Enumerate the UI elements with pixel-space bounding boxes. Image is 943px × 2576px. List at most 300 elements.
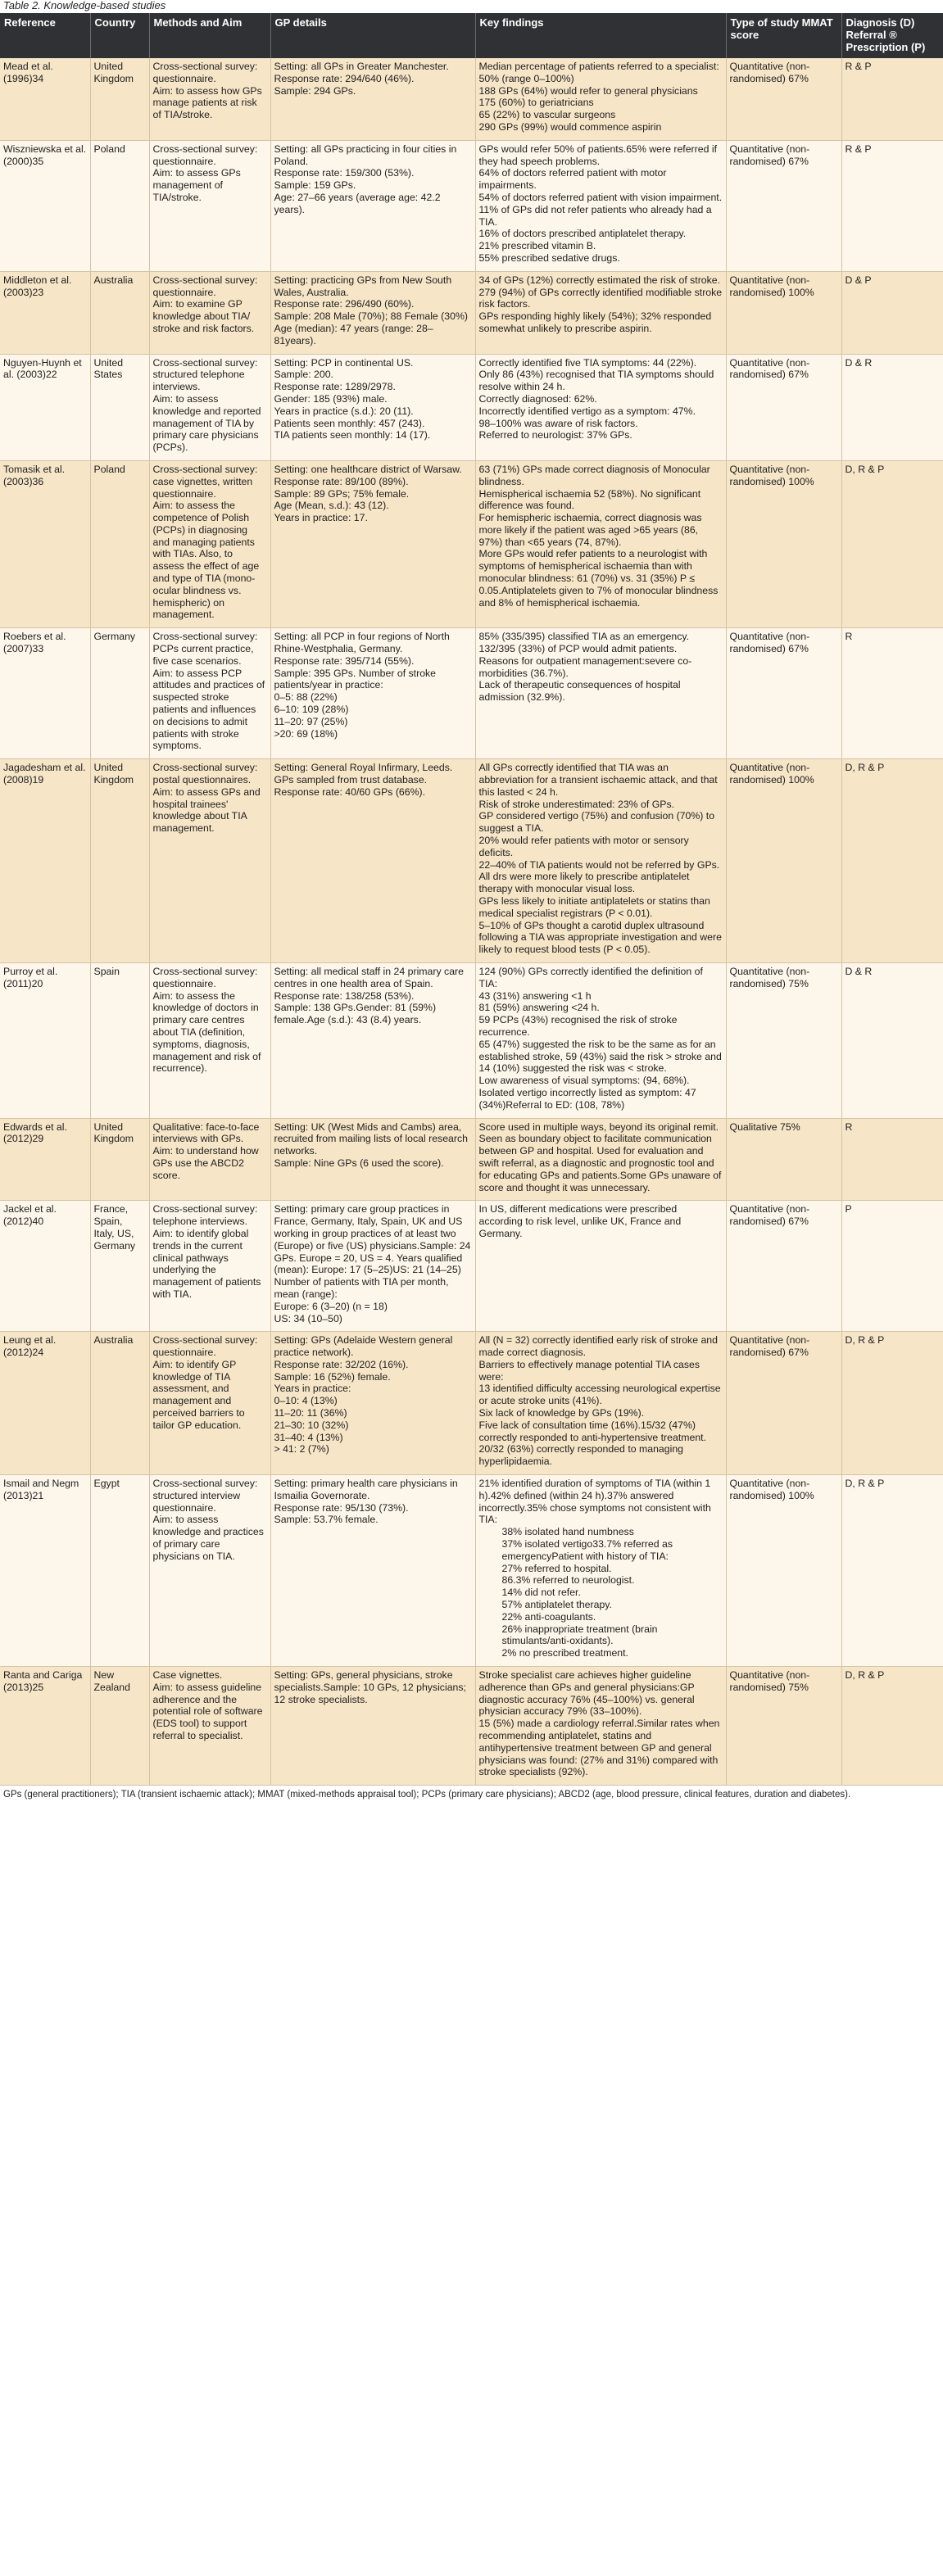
cell-methods: [149, 759, 270, 963]
cell-country: [90, 460, 149, 627]
cell-key-findings: [475, 271, 726, 354]
cell-text: 59 PCPs (43%) recognised the risk of stroke recurrence.: [478, 1014, 678, 1038]
cell-text: 34 of GPs (12%) correctly estimated the risk of stroke.: [478, 274, 721, 286]
cell-diagnosis: [841, 460, 943, 627]
table-row: [0, 1667, 943, 1786]
cell-text: Aim: to assess knowledge and practices of primary care physicians on TIA.: [152, 1514, 264, 1562]
cell-text: In US, different medications were prescribed according to risk level, unlike UK, France and Germany.: [478, 1203, 682, 1239]
cell-text: D, R & P: [845, 1334, 885, 1347]
cell-text: 98–100% was aware of risk factors.: [478, 417, 638, 429]
cell-text: 21% identified duration of symptoms of TIA (within 1 h).42% defined (within 24 h).37% answered incorrectly.35% chose symptoms not consistent with TIA:: [478, 1478, 711, 1526]
cell-text: Setting: all PCP in four regions of North Rhine-Westphalia, Germany.: [274, 631, 450, 655]
cell-text: R & P: [845, 143, 872, 155]
cell-reference: [0, 759, 90, 963]
cell-text: Cross-sectional survey: structured interview questionnaire.: [152, 1478, 258, 1514]
cell-gp-details: [270, 962, 475, 1118]
cell-reference: [0, 628, 90, 759]
cell-gp-details: [270, 58, 475, 140]
cell-text: 16% of doctors prescribed antiplatelet therapy.: [478, 228, 687, 240]
header-diagnosis: Diagnosis (D) Referral ® Prescription (P): [841, 13, 943, 58]
cell-text: 55% prescribed sedative drugs.: [478, 251, 620, 264]
cell-text: Cross-sectional survey: structured telephone interviews.: [152, 356, 258, 393]
cell-text: Edwards et al. (2012)29: [3, 1120, 67, 1145]
cell-text: New Zealand: [93, 1669, 130, 1693]
cell-text: Roebers et al. (2007)33: [3, 631, 66, 655]
cell-text: Egypt: [93, 1478, 120, 1490]
cell-diagnosis: [841, 271, 943, 354]
cell-text: R & P: [845, 61, 872, 72]
cell-text: Sample: 294 GPs.: [274, 84, 356, 97]
cell-text: All (N = 32) correctly identified early risk of stroke and made correct diagnosis.: [478, 1334, 718, 1359]
cell-text: Tomasik et al. (2003)36: [3, 463, 66, 487]
cell-country: [90, 1475, 149, 1667]
cell-text: Response rate: 395/714 (55%).: [274, 654, 415, 667]
cell-text: Six lack of knowledge by GPs (19%).: [478, 1407, 645, 1419]
cell-text: Isolated vertigo incorrectly listed as symptom: 47 (34%)Referral to ED: (108, 78%): [478, 1086, 696, 1111]
cell-text: Cross-sectional survey: questionnaire.: [152, 274, 258, 298]
cell-text: Quantitative (non-randomised) 67%: [729, 61, 810, 84]
cell-study-type: [726, 1118, 841, 1201]
cell-text: R: [845, 631, 853, 643]
cell-text: Cross-sectional survey: questionnaire.: [152, 1334, 258, 1359]
cell-text: Cross-sectional survey: telephone interviews.: [152, 1203, 258, 1228]
cell-text: 0–5: 88 (22%): [274, 691, 338, 704]
cell-text: Sample: Nine GPs (6 used the score).: [274, 1157, 444, 1169]
cell-methods: [149, 1201, 270, 1332]
cell-text: Aim: to assess the competence of Polish (PCPs) in diagnosing and managing patients with TIAs. Also, to assess the effect of age and type of TIA (mono-ocular blindness vs. hemispheric) on management.: [152, 500, 260, 621]
cell-gp-details: [270, 354, 475, 460]
table-row: [0, 354, 943, 460]
cell-text: Sample: 89 GPs; 75% female.: [274, 487, 410, 500]
cell-text: Quantitative (non-randomised) 67%: [729, 631, 810, 655]
cell-country: [90, 271, 149, 354]
cell-text: 37% isolated vertigo33.7% referred as emergencyPatient with history of TIA:: [501, 1538, 673, 1562]
cell-text: Referred to neurologist: 37% GPs.: [478, 429, 632, 441]
cell-text: Poland: [93, 463, 125, 475]
cell-text: Aim: to identify GP knowledge of TIA assessment, and management and perceived barriers to tailor GP education.: [152, 1358, 245, 1431]
cell-study-type: [726, 58, 841, 140]
cell-methods: [149, 271, 270, 354]
cell-text: D, R & P: [845, 762, 885, 774]
header-key-findings: Key findings: [475, 13, 726, 58]
cell-text: 188 GPs (64%) would refer to general physicians: [478, 84, 698, 97]
cell-text: Setting: primary care group practices in France, Germany, Italy, Spain, UK and US working in group practices of at least two (Europe) or five (US) physicians.Sample: 24 GPs. Europe = 20, US = 4. Years qualified (mean): Europe: 17 (5–25)US: 21 (14–25) Number of patients with TIA per month, mean (range):: [274, 1203, 471, 1300]
cell-text: > 41: 2 (7%): [274, 1443, 329, 1456]
cell-text: Germany: [93, 631, 136, 643]
cell-key-findings: [475, 1667, 726, 1786]
cell-text: 38% isolated hand numbness: [501, 1526, 634, 1538]
cell-text: Quantitative (non-randomised) 75%: [729, 1669, 810, 1693]
cell-text: D, R & P: [845, 1669, 885, 1682]
cell-text: Response rate: 296/490 (60%).: [274, 298, 415, 310]
cell-text: Barriers to effectively manage potential TIA cases were:: [478, 1358, 700, 1383]
cell-text: 43 (31%) answering <1 h: [478, 989, 592, 1002]
cell-text: P: [845, 1203, 852, 1216]
cell-text: 5–10% of GPs thought a carotid duplex ultrasound following a TIA was appropriate investigation and were likely to request blood tests (P < 0.05).: [478, 919, 722, 956]
cell-text: Sample: 159 GPs.: [274, 179, 356, 192]
cell-text: 175 (60%) to geriatricians: [478, 97, 594, 109]
cell-text: Sample: 200.: [274, 369, 333, 381]
cell-text: Lack of therapeutic consequences of hospital admission (32.9%).: [478, 679, 681, 704]
cell-text: D & P: [845, 274, 872, 286]
cell-text: D, R & P: [845, 1478, 885, 1490]
cell-text: Cross-sectional survey: questionnaire.: [152, 61, 258, 84]
cell-diagnosis: [841, 354, 943, 460]
cell-text: Purroy et al. (2011)20: [3, 965, 58, 989]
cell-diagnosis: [841, 1332, 943, 1475]
cell-methods: [149, 354, 270, 460]
header-reference: Reference: [0, 13, 90, 58]
cell-methods: [149, 1475, 270, 1667]
table-header: [0, 13, 943, 58]
table-row: [0, 460, 943, 627]
cell-diagnosis: [841, 759, 943, 963]
cell-text: United Kingdom: [93, 1120, 134, 1145]
cell-reference: [0, 460, 90, 627]
cell-key-findings: [475, 1118, 726, 1201]
cell-text: Age: 27–66 years (average age: 42.2 years).: [274, 191, 441, 215]
cell-text: 14% did not refer.: [501, 1587, 581, 1599]
cell-study-type: [726, 962, 841, 1118]
cell-text: 65 (22%) to vascular surgeons: [478, 109, 616, 121]
cell-gp-details: [270, 1667, 475, 1786]
cell-text: Australia: [93, 274, 134, 286]
cell-methods: [149, 628, 270, 759]
cell-text: Ranta and Cariga (2013)25: [3, 1669, 83, 1693]
cell-text: United States: [93, 356, 124, 381]
cell-text: Response rate: 138/258 (53%).: [274, 989, 415, 1002]
cell-text: Median percentage of patients referred to a specialist:: [478, 61, 719, 72]
cell-text: Quantitative (non-randomised) 100%: [729, 1478, 814, 1501]
cell-text: Response rate: 1289/2978.: [274, 381, 396, 393]
cell-text: Quantitative (non-randomised) 75%: [729, 965, 810, 989]
cell-text: 20% would refer patients with motor or sensory deficits.: [478, 835, 689, 858]
cell-gp-details: [270, 1332, 475, 1475]
cell-methods: [149, 1118, 270, 1201]
cell-text: 11% of GPs did not refer patients who already had a TIA.: [478, 203, 712, 228]
cell-text: Quantitative (non-randomised) 67%: [729, 356, 810, 381]
cell-key-findings: [475, 962, 726, 1118]
cell-key-findings: [475, 58, 726, 140]
cell-text: 63 (71%) GPs made correct diagnosis of Monocular blindness.: [478, 463, 710, 487]
table-row: [0, 1332, 943, 1475]
cell-text: Setting: practicing GPs from New South Wales, Australia.: [274, 274, 452, 298]
cell-text: Only 86 (43%) recognised that TIA symptoms should resolve within 24 h.: [478, 369, 714, 393]
cell-text: R: [845, 1120, 853, 1133]
header-methods: Methods and Aim: [149, 13, 270, 58]
cell-text: >20: 69 (18%): [274, 727, 338, 740]
table-row: [0, 628, 943, 759]
cell-text: 11–20: 11 (36%): [274, 1407, 347, 1419]
cell-gp-details: [270, 140, 475, 271]
cell-study-type: [726, 628, 841, 759]
cell-text: Quantitative (non-randomised) 67%: [729, 143, 810, 167]
cell-reference: [0, 1118, 90, 1201]
cell-gp-details: [270, 1475, 475, 1667]
cell-reference: [0, 354, 90, 460]
cell-diagnosis: [841, 628, 943, 759]
cell-key-findings: [475, 1332, 726, 1475]
cell-text: 22% anti-coagulants.: [501, 1610, 596, 1623]
cell-gp-details: [270, 460, 475, 627]
cell-country: [90, 1201, 149, 1332]
cell-methods: [149, 1667, 270, 1786]
cell-diagnosis: [841, 1475, 943, 1667]
header-country: Country: [90, 13, 149, 58]
cell-text: Response rate: 40/60 GPs (66%).: [274, 785, 426, 798]
cell-text: Poland: [93, 143, 125, 155]
cell-text: Mead et al. (1996)34: [3, 61, 53, 84]
cell-text: United Kingdom: [93, 61, 134, 84]
cell-text: Stroke specialist care achieves higher guideline adherence than GPs and general physicians:GP diagnostic accuracy 76% (45–100%) vs. general physician accuracy 79% (33–100%).: [478, 1669, 695, 1718]
cell-text: Years in practice: 17.: [274, 512, 368, 524]
cell-text: Quantitative (non-randomised) 100%: [729, 762, 814, 786]
cell-study-type: [726, 1667, 841, 1786]
cell-text: D, R & P: [845, 463, 885, 475]
cell-text: Spain: [93, 965, 120, 977]
header-gp-details: GP details: [270, 13, 475, 58]
cell-text: Correctly diagnosed: 62%.: [478, 392, 597, 405]
cell-study-type: [726, 140, 841, 271]
cell-study-type: [726, 1475, 841, 1667]
cell-text: Age (median): 47 years (range: 28–81years).: [274, 322, 433, 346]
cell-text: Low awareness of visual symptoms: (94, 68%).: [478, 1075, 690, 1087]
cell-country: [90, 759, 149, 963]
cell-text: Aim: to assess the knowledge of doctors in primary care centres about TIA (definition, symptoms, diagnosis, management and risk of recurrence).: [152, 989, 261, 1075]
cell-gp-details: [270, 628, 475, 759]
cell-reference: [0, 140, 90, 271]
cell-text: 22–40% of TIA patients would not be referred by GPs.: [478, 858, 720, 871]
header-row: [0, 13, 943, 58]
cell-study-type: [726, 460, 841, 627]
cell-diagnosis: [841, 58, 943, 140]
cell-text: 13 identified difficulty accessing neurological expertise or acute stroke units (41%).: [478, 1383, 721, 1407]
cell-text: Ismail and Negm (2013)21: [3, 1478, 79, 1501]
cell-text: 15 (5%) made a cardiology referral.Similar rates when recommending antiplatelet, statins and antihypertensive treatment between GP and general physicians was found: (27% and 31%) compared with stroke specialists (92%).: [478, 1718, 720, 1778]
cell-text: Sample: 138 GPs.Gender: 81 (59%) female.Age (s.d.): 43 (8.4) years.: [274, 1002, 437, 1026]
cell-methods: [149, 460, 270, 627]
cell-text: 6–10: 109 (28%): [274, 704, 349, 716]
cell-text: All GPs correctly identified that TIA was an abbreviation for a transient ischaemic attack, and that this lasted < 24 h.: [478, 762, 718, 798]
table-body: [0, 58, 943, 1786]
cell-key-findings: [475, 460, 726, 627]
cell-text: Cross-sectional survey: postal questionnaires.: [152, 762, 258, 786]
cell-text: Correctly identified five TIA symptoms: 44 (22%).: [478, 356, 697, 369]
cell-text: Risk of stroke underestimated: 23% of GPs.: [478, 798, 675, 810]
cell-text: Wiszniewska et al. (2000)35: [3, 143, 87, 167]
cell-text: Aim: to assess how GPs manage patients at risk of TIA/stroke.: [152, 84, 262, 121]
cell-text: Sample: 53.7% female.: [274, 1514, 379, 1526]
cell-text: 27% referred to hospital.: [501, 1562, 612, 1574]
cell-text: For hemispheric ischaemia, correct diagnosis was more likely if the patient was aged >65 years (86, 97%) than <65 years (74, 87%).: [478, 512, 702, 548]
table-footnote: GPs (general practitioners); TIA (transient ischaemic attack); MMAT (mixed-methods appraisal tool); PCPs (primary care physicians); ABCD2 (age, blood pressure, clinical features, duration and diabetes).: [3, 1790, 851, 1800]
cell-text: GPs less likely to initiate antiplatelets or statins than medical specialist registrars (P < 0.01).: [478, 895, 710, 919]
cell-text: 279 (94%) of GPs correctly identified modifiable stroke risk factors.: [478, 286, 723, 310]
cell-country: [90, 1118, 149, 1201]
cell-text: 64% of doctors referred patient with motor impairments.: [478, 167, 667, 192]
cell-text: France, Spain, Italy, US, Germany: [93, 1203, 136, 1252]
cell-text: D & R: [845, 356, 873, 369]
cell-text: Aim: to assess guideline adherence and the potential role of software (EDS tool) to support referral to specialist.: [152, 1681, 263, 1741]
cell-text: Sample: 16 (52%) female.: [274, 1370, 391, 1383]
cell-diagnosis: [841, 140, 943, 271]
cell-text: US: 34 (10–50): [274, 1312, 342, 1324]
cell-text: Setting: PCP in continental US.: [274, 356, 414, 369]
cell-text: Response rate: 95/130 (73%).: [274, 1501, 409, 1514]
cell-text: More GPs would refer patients to a neurologist with symptoms of hemispherical ischaemia than with monocular blindness: 61 (70%) vs. 31 (35%) P ≤ 0.05.Antiplatelets given to 7% of monocular blindness and 8% of hemispherical ischaemia.: [478, 548, 719, 609]
cell-methods: [149, 58, 270, 140]
cell-text: Setting: UK (West Mids and Cambs) area, recruited from mailing lists of local research networks.: [274, 1120, 468, 1157]
cell-study-type: [726, 759, 841, 963]
cell-text: Years in practice (s.d.): 20 (11).: [274, 405, 414, 417]
cell-text: 21–30: 10 (32%): [274, 1419, 349, 1431]
cell-text: Sample: 395 GPs. Number of stroke patients/year in practice:: [274, 667, 437, 691]
cell-text: GPs responding highly likely (54%); 32% responded somewhat unlikely to prescribe aspirin.: [478, 310, 712, 334]
cell-gp-details: [270, 1118, 475, 1201]
table-row: [0, 140, 943, 271]
cell-text: Response rate: 294/640 (46%).: [274, 72, 415, 84]
cell-country: [90, 1667, 149, 1786]
cell-country: [90, 58, 149, 140]
cell-text: Quantitative (non-randomised) 67%: [729, 1203, 810, 1228]
cell-text: Setting: one healthcare district of Warsaw.: [274, 463, 462, 475]
cell-text: 0–10: 4 (13%): [274, 1395, 338, 1407]
cell-text: Aim: to understand how GPs use the ABCD2 score.: [152, 1145, 259, 1181]
cell-text: Aim: to assess knowledge and reported management of TIA by primary care physicians (PCPs).: [152, 392, 261, 454]
cell-text: Sample: 208 Male (70%); 88 Female (30%): [274, 310, 468, 323]
cell-text: Aim: to examine GP knowledge about TIA/ stroke and risk factors.: [152, 298, 255, 334]
cell-text: Aim: to assess PCP attitudes and practices of suspected stroke patients and influences on decisions to admit patients with stroke symptoms.: [152, 667, 265, 752]
cell-reference: [0, 1667, 90, 1786]
cell-text: GP considered vertigo (75%) and confusion (70%) to suggest a TIA.: [478, 810, 715, 835]
table-row: [0, 962, 943, 1118]
cell-text: Incorrectly identified vertigo as a symptom: 47%.: [478, 405, 696, 417]
cell-text: 86.3% referred to neurologist.: [501, 1574, 635, 1587]
cell-key-findings: [475, 140, 726, 271]
cell-gp-details: [270, 759, 475, 963]
cell-text: Setting: all medical staff in 24 primary care centres in one health area of Spain.: [274, 965, 464, 989]
cell-text: Nguyen-Huynh et al. (2003)22: [3, 356, 82, 381]
cell-text: 65 (47%) suggested the risk to be the same as for an established stroke, 59 (43%) said the risk > stroke and 14 (10%) suggested the risk was < stroke.: [478, 1038, 722, 1075]
table-row: [0, 271, 943, 354]
cell-text: 54% of doctors referred patient with vision impairment.: [478, 191, 723, 203]
cell-diagnosis: [841, 1667, 943, 1786]
cell-text: 81 (59%) answering <24 h.: [478, 1002, 600, 1014]
cell-text: TIA patients seen monthly: 14 (17).: [274, 429, 431, 441]
cell-text: Five lack of consultation time (16%).15/32 (47%) correctly responded to anti-hypertensive treatment.: [478, 1419, 707, 1443]
cell-methods: [149, 1332, 270, 1475]
cell-text: Patients seen monthly: 457 (243).: [274, 417, 425, 429]
cell-key-findings: [475, 628, 726, 759]
cell-key-findings: [475, 759, 726, 963]
cell-text: Europe: 6 (3–20) (n = 18): [274, 1300, 388, 1312]
cell-country: [90, 354, 149, 460]
cell-text: Quantitative (non-randomised) 67%: [729, 1334, 810, 1359]
cell-text: Cross-sectional survey: questionnaire.: [152, 143, 258, 167]
cell-text: 290 GPs (99%) would commence aspirin: [478, 120, 662, 133]
cell-text: Response rate: 159/300 (53%).: [274, 167, 415, 179]
cell-text: Aim: to assess GPs and hospital trainees' knowledge about TIA management.: [152, 785, 261, 835]
table-row: [0, 759, 943, 963]
cell-text: Reasons for outpatient management:severe co-morbidities (36.7%).: [478, 654, 692, 679]
cell-methods: [149, 140, 270, 271]
cell-text: Qualitative: face-to-face interviews with GPs.: [152, 1120, 260, 1145]
knowledge-studies-table: [0, 13, 943, 1786]
cell-text: Cross-sectional survey: case vignettes, written questionnaire.: [152, 463, 258, 500]
cell-study-type: [726, 1332, 841, 1475]
cell-text: 31–40: 4 (13%): [274, 1431, 343, 1443]
cell-text: 21% prescribed vitamin B.: [478, 240, 596, 252]
cell-key-findings: [475, 1201, 726, 1332]
cell-text: Years in practice:: [274, 1383, 351, 1395]
cell-text: Aim: to identify global trends in the current clinical pathways underlying the management of patients with TIA.: [152, 1227, 261, 1300]
cell-diagnosis: [841, 1118, 943, 1201]
cell-gp-details: [270, 271, 475, 354]
cell-text: Response rate: 89/100 (89%).: [274, 475, 409, 487]
cell-country: [90, 962, 149, 1118]
cell-country: [90, 140, 149, 271]
cell-text: GPs would refer 50% of patients.65% were referred if they had speech problems.: [478, 143, 717, 167]
cell-text: 50% (range 0–100%): [478, 72, 574, 84]
table-caption: Table 2. Knowledge-based studies: [3, 0, 166, 11]
cell-diagnosis: [841, 1201, 943, 1332]
cell-text: Cross-sectional survey: questionnaire.: [152, 965, 258, 989]
cell-reference: [0, 962, 90, 1118]
cell-reference: [0, 1475, 90, 1667]
cell-text: Setting: GPs, general physicians, stroke specialists.Sample: 10 GPs, 12 physicians; 12 stroke specialists.: [274, 1669, 466, 1705]
cell-text: Australia: [93, 1334, 134, 1347]
cell-country: [90, 628, 149, 759]
cell-text: Response rate: 32/202 (16%).: [274, 1358, 409, 1370]
cell-text: Age (Mean, s.d.): 43 (12).: [274, 500, 389, 512]
cell-study-type: [726, 271, 841, 354]
cell-text: Quantitative (non-randomised) 100%: [729, 463, 814, 487]
cell-text: Score used in multiple ways, beyond its original remit. Seen as boundary object to facilitate communication between GP and hospital. Used for evaluation and swift referral, as a diagnostic and prognostic tool and for educating GPs and patients.Some GPs unaware of score and thought it was unnecessary.: [478, 1120, 722, 1193]
table-row: [0, 1475, 943, 1667]
cell-reference: [0, 271, 90, 354]
cell-text: All drs were more likely to prescribe antiplatelet therapy with monocular visual loss.: [478, 871, 690, 895]
cell-study-type: [726, 1201, 841, 1332]
table-row: [0, 58, 943, 140]
cell-reference: [0, 1332, 90, 1475]
cell-text: 132/395 (33%) of PCP would admit patients.: [478, 643, 678, 655]
cell-text: 20/32 (63%) correctly responded to managing hyperlipidaemia.: [478, 1443, 683, 1468]
cell-text: Middleton et al. (2003)23: [3, 274, 72, 298]
cell-study-type: [726, 354, 841, 460]
cell-text: Setting: all GPs practicing in four cities in Poland.: [274, 143, 457, 167]
header-study-type: Type of study MMAT score: [726, 13, 841, 58]
cell-text: D & R: [845, 965, 873, 977]
cell-text: Jackel et al. (2012)40: [3, 1203, 57, 1228]
cell-key-findings: [475, 1475, 726, 1667]
table-row: [0, 1201, 943, 1332]
cell-diagnosis: [841, 962, 943, 1118]
cell-text: Setting: all GPs in Greater Manchester.: [274, 61, 449, 72]
table-row: [0, 1118, 943, 1201]
cell-text: Leung et al. (2012)24: [3, 1334, 57, 1359]
cell-reference: [0, 58, 90, 140]
cell-text: 124 (90%) GPs correctly identified the definition of TIA:: [478, 965, 703, 989]
cell-text: 57% antiplatelet therapy.: [501, 1599, 612, 1611]
cell-country: [90, 1332, 149, 1475]
cell-key-findings: [475, 354, 726, 460]
cell-text: United Kingdom: [93, 762, 134, 786]
cell-text: Case vignettes.: [152, 1669, 223, 1682]
cell-text: 85% (335/395) classified TIA as an emergency.: [478, 631, 690, 643]
cell-text: Hemispherical ischaemia 52 (58%). No significant difference was found.: [478, 487, 701, 512]
cell-text: 11–20: 97 (25%): [274, 715, 348, 727]
cell-text: Setting: primary health care physicians in Ismailia Governorate.: [274, 1478, 458, 1501]
